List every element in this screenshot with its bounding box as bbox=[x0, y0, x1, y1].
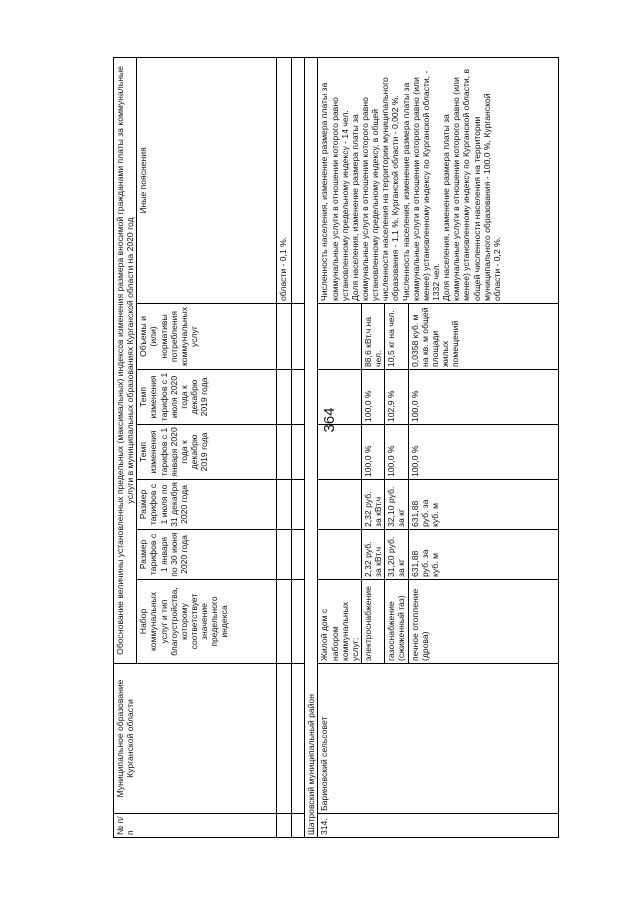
col-tariff-jul-header: Размер тарифов с 1 июля по 31 декабря 2020 года bbox=[137, 480, 277, 530]
entry-municipality: Бариновский сельсовет bbox=[318, 664, 558, 814]
col-tariff-jan-header: Размер тарифов с 1 января по 30 июня 2020 года bbox=[137, 530, 277, 580]
tariff-jan: 631,88 руб. за куб. м bbox=[408, 530, 558, 580]
col-notes-header: Иные пояснения bbox=[137, 57, 277, 303]
rate-jan: 100,0 % bbox=[408, 425, 558, 480]
rate-jul: 102,9 % bbox=[385, 370, 408, 425]
continuation-note: области - 0,1 %. bbox=[277, 57, 292, 303]
page-number: 364 bbox=[321, 407, 338, 433]
col-municipality-header: Муниципальное образование Курганской области bbox=[114, 664, 277, 814]
service-name: печное отопление (дрова) bbox=[408, 580, 558, 664]
tariff-jul: 32,10 руб. за кг bbox=[385, 480, 408, 530]
header-row-1 bbox=[114, 57, 137, 837]
table-title: Обоснование величины установленных предельных (максимальных) индексов изменения размера вносимой гражданами платы за коммунальные услуги в муниципальных образованиях Курганской области на 2020 год bbox=[114, 57, 137, 663]
spacer-row bbox=[292, 57, 305, 837]
continuation-row bbox=[277, 57, 292, 837]
col-volumes-header: Объемы и (или) нормативы потребления коммунальных услуг bbox=[137, 304, 277, 370]
volume: 10,5 кг на чел. bbox=[385, 304, 408, 370]
col-service-set-header: Набор коммунальных услуг и тип благоустройства, которому соответствует значение предельного индекса bbox=[137, 580, 277, 664]
service-name: газоснабжение (сжиженный газ) bbox=[385, 580, 408, 664]
rate-jan: 100,0 % bbox=[385, 425, 408, 480]
service-name: электроснабжение bbox=[361, 580, 384, 664]
district-row bbox=[305, 57, 318, 837]
entry-number: 314. bbox=[318, 814, 558, 838]
tariff-jan: 31,20 руб. за кг bbox=[385, 530, 408, 580]
col-num-header: № п/п bbox=[114, 814, 277, 838]
tariff-jul: 2,32 руб. за кВт.ч bbox=[361, 480, 384, 530]
col-rate-jul-header: Темп изменения тарифов с 1 июля 2020 года к декабрю 2019 года bbox=[137, 370, 277, 425]
tariff-table bbox=[113, 57, 559, 838]
rate-jul: 100,0 % bbox=[408, 370, 558, 425]
rate-jan: 100,0 % bbox=[361, 425, 384, 480]
housing-type: Жилой дом с набором коммунальных услуг: bbox=[318, 580, 362, 664]
district-name: Шатровский муниципальный район bbox=[305, 57, 318, 837]
rate-jul: 100,0 % bbox=[361, 370, 384, 425]
col-rate-jan-header: Темп изменения тарифов с 1 января 2020 года к декабрю 2019 года bbox=[137, 425, 277, 480]
entry-notes: Численность населения, изменение размера платы за коммунальные услуги в отношении которого равно установленному предельному индексу - 14 чел. Доля населения, изменение размера платы за коммунальные услуги в отношении которого равно установленному предельному индексу, в общей численности населения на территории муниципального образования - 1,1 %, Курганской области - 0,002 %. Численность населения, изменение размера платы за коммунальные услуги в отношении которого равно (или менее) установленному индексу по Курганской области, - 1332 чел. Доля населения, изменение размера платы за коммунальные услуги в отношении которого равно (или менее) установленному индексу по Курганской области, в общей численности населения на территории муниципального образования - 100,0 %, Курганской области - 0,2 %. bbox=[318, 57, 558, 303]
entry-row-housing bbox=[318, 57, 362, 837]
rotated-page bbox=[113, 58, 633, 838]
volume: 0,0358 куб. м на кв. м общей площади жилых помещений bbox=[408, 304, 558, 370]
volume: 88,6 кВт.ч на чел. bbox=[361, 304, 384, 370]
tariff-jul: 631,88 руб. за куб. м bbox=[408, 480, 558, 530]
tariff-jan: 2,32 руб. за кВт.ч bbox=[361, 530, 384, 580]
